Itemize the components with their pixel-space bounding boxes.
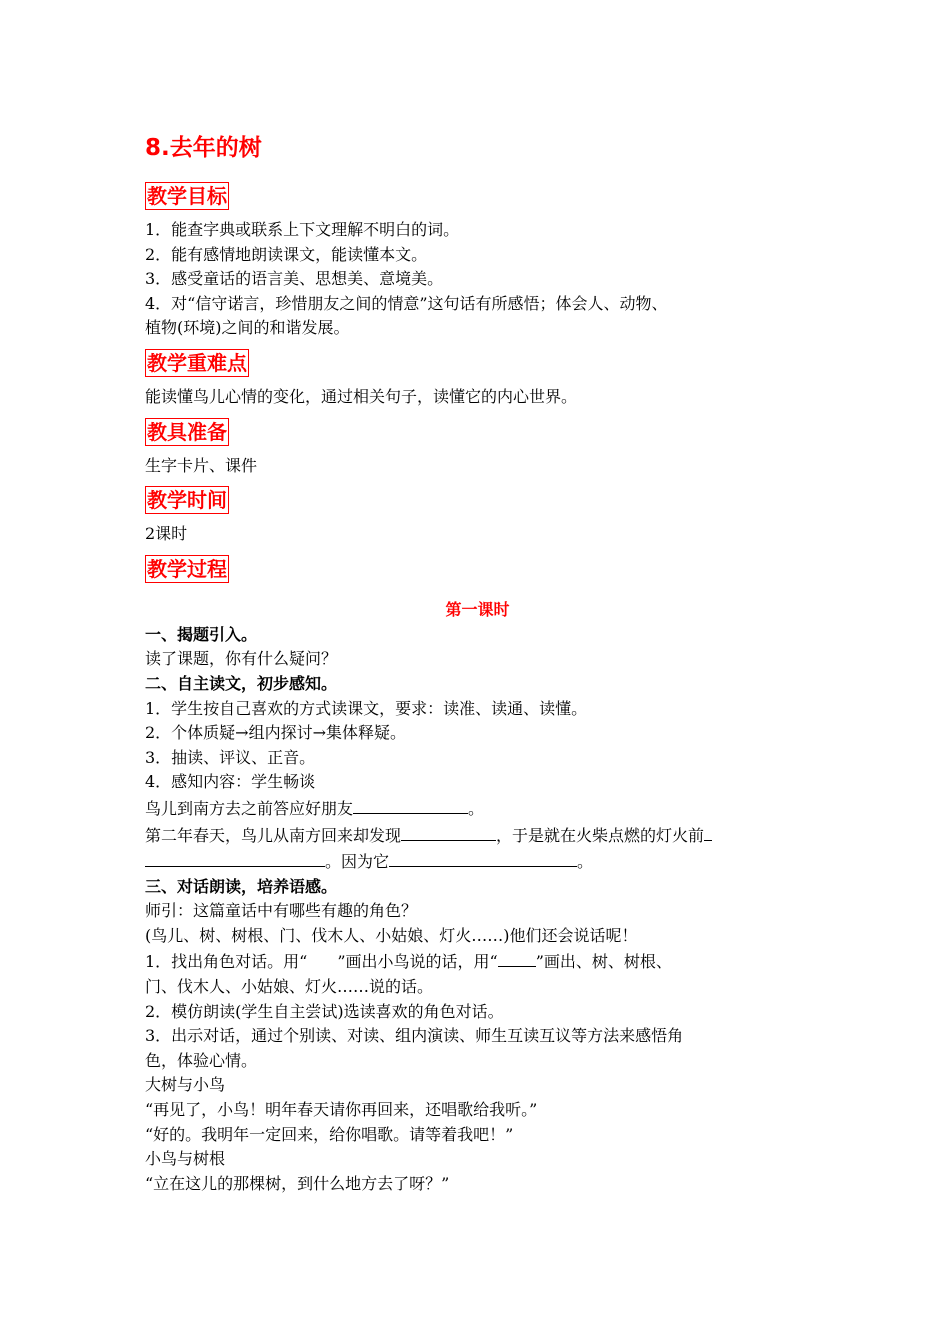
objective-item: 4．对“信守诺言，珍惜朋友之间的情意”这句话有所感悟；体会人、动物、 [145,293,668,313]
fill-blank [401,822,496,841]
objective-item: 2．能有感情地朗读课文，能读懂本文。 [145,244,428,264]
part3-roles: (鸟儿、树、树根、门、伐木人、小姑娘、灯火……)他们还会说话呢！ [145,925,638,945]
time-text: 2课时 [145,524,188,544]
underline-sample [498,948,536,967]
part3-item-1: 1．找出角色对话。用“ ”画出小鸟说的话，用“ ”画出、树、树根、 [145,948,810,975]
part3-item-3: 3．出示对话，通过个别读、对读、组内演读、师生互读互议等方法来感悟角 [145,1026,684,1046]
dialog-line: “立在这儿的那棵树，到什么地方去了呀？” [145,1173,450,1193]
part3-intro: 师引：这篇童话中有哪些有趣的角色？ [145,901,418,921]
fill-blank [704,822,712,841]
objective-item: 1．能查字典或联系上下文理解不明白的词。 [145,220,460,239]
part2-item: 1．学生按自己喜欢的方式读课文，要求：读准、读通、读懂。 [145,698,588,718]
objectives-list [145,218,810,341]
dialog-line: “好的。我明年一定回来，给你唱歌。请等着我吧！” [145,1124,514,1144]
part2-item: 4．感知内容：学生畅谈 [145,772,316,792]
part1-title: 一、揭题引入。 [145,624,258,644]
part3-title: 三、对话朗读，培养语感。 [145,876,338,896]
part2-item: 3．抽读、评议、正音。 [145,747,316,767]
fill-blank [389,848,577,867]
process-body [145,597,810,1197]
heading-process: 教学过程 [147,556,227,581]
fill-line-1: 鸟儿到南方去之前答应好朋友 。 [145,795,810,822]
fill-blank [145,848,325,867]
lesson-title: 第一课时 [445,599,510,619]
part2-title: 二、自主读文，初步感知。 [145,673,338,693]
heading-key-points: 教学重难点 [147,350,247,375]
key-points-text: 能读懂鸟儿心情的变化，通过相关句子，读懂它的内心世界。 [145,386,578,406]
part3-item-2: 2．模仿朗读(学生自主尝试)选读喜欢的角色对话。 [145,1001,504,1021]
part2-item: 2．个体质疑→组内探讨→集体释疑。 [145,723,406,743]
fill-line-3: 。因为它 。 [145,848,810,875]
part1-text: 读了课题，你有什么疑问？ [145,649,338,669]
dialog-title: 小鸟与树根 [145,1149,226,1169]
fill-line-2: 第二年春天，鸟儿从南方回来却发现 ，于是就在火柴点燃的灯火前 [145,822,810,849]
dialog-title: 大树与小鸟 [145,1075,226,1095]
part3-item-3-cont: 色，体验心情。 [145,1050,258,1070]
part3-item-1-cont: 门、伐木人、小姑娘、灯火……说的话。 [145,977,434,997]
fill-blank [353,795,468,814]
heading-objectives: 教学目标 [147,184,227,208]
heading-materials: 教具准备 [147,419,227,444]
objective-item: 植物(环境)之间的和谐发展。 [145,318,350,338]
page-title: 8.去年的树 [145,135,262,161]
document-page [145,130,810,1196]
objective-item: 3．感受童话的语言美、思想美、意境美。 [145,269,444,289]
heading-time: 教学时间 [147,488,227,513]
materials-text: 生字卡片、课件 [145,455,258,475]
dialog-line: “再见了，小鸟！明年春天请你再回来，还唱歌给我听。” [145,1100,538,1120]
